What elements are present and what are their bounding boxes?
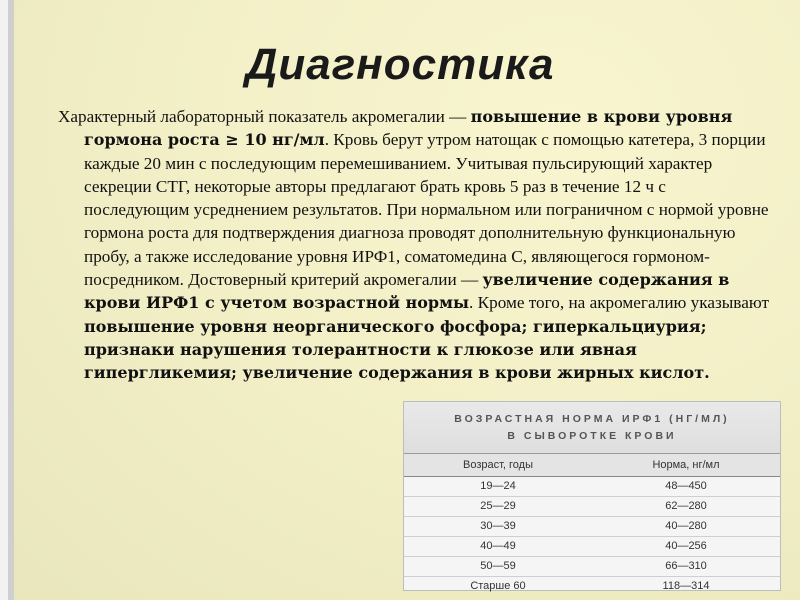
table-title-line-2: В СЫВОРОТКЕ КРОВИ (507, 430, 677, 442)
cell-norm: 48—450 (665, 480, 707, 492)
table-row (404, 517, 780, 537)
body-bold-1: повышение в крови уровня гормона роста ≥ 10 нг/мл (84, 107, 733, 150)
cell-age: 50—59 (480, 560, 516, 572)
cell-age: 30—39 (480, 520, 516, 532)
cell-age: 19—24 (480, 480, 516, 492)
body-bold-3: повышение уровня неорганического фосфора; гиперкальциурия; признаки нарушения толерантности к глюкозе или явная гипергликемия; увеличение содержания в крови жирных кислот. (84, 316, 710, 383)
body-text-part-1: Характерный лабораторный показатель акромегалии — (58, 107, 471, 126)
table-row (404, 497, 780, 517)
body-text-part-2: . Кровь берут утром натощак с помощью катетера, 3 порции каждые 20 мин с последующим перемешиванием. Учитывая пульсирующий характер секреции СТГ, некоторые авторы предлагают брать кровь 5 раз в течение 12 ч с последующим усреднением результатов. При нормальном или пограничном с нормой уровне гормона роста для подтверждения диагноза проводят дополнительную функциональную пробу, а также исследование уровня ИРФ1, соматомедина С, являющегося гормоном-посредником. Достоверный критерий акромегалии — (84, 130, 769, 290)
column-header-age: Возраст, годы (462, 459, 533, 471)
cell-norm: 40—256 (665, 540, 707, 552)
cell-norm: 66—310 (665, 560, 707, 572)
cell-norm: 62—280 (665, 500, 707, 512)
body-text-part-3: . Кроме того, на акромегалию указывают (469, 293, 769, 313)
body-text (58, 105, 774, 385)
table-title-line-1: ВОЗРАСТНАЯ НОРМА ИРФ1 (НГ/МЛ) (454, 413, 730, 425)
cell-norm: 40—280 (665, 520, 707, 532)
body-bold-2: увеличение содержания в крови ИРФ1 с учетом возрастной нормы (84, 270, 730, 313)
slide-title: Диагностика (245, 40, 555, 89)
table-title (404, 402, 780, 454)
table-row (404, 557, 780, 577)
table-row (404, 577, 780, 596)
left-border-strip (0, 0, 14, 600)
cell-age: 25—29 (480, 500, 516, 512)
table-row (404, 477, 780, 497)
table-row (404, 537, 780, 557)
cell-norm: 118—314 (662, 580, 710, 592)
igf1-norm-table (403, 401, 781, 591)
table-header-row (404, 454, 780, 477)
cell-age: Старше 60 (470, 580, 526, 592)
cell-age: 40—49 (480, 540, 516, 552)
column-header-norm: Норма, нг/мл (652, 459, 720, 471)
